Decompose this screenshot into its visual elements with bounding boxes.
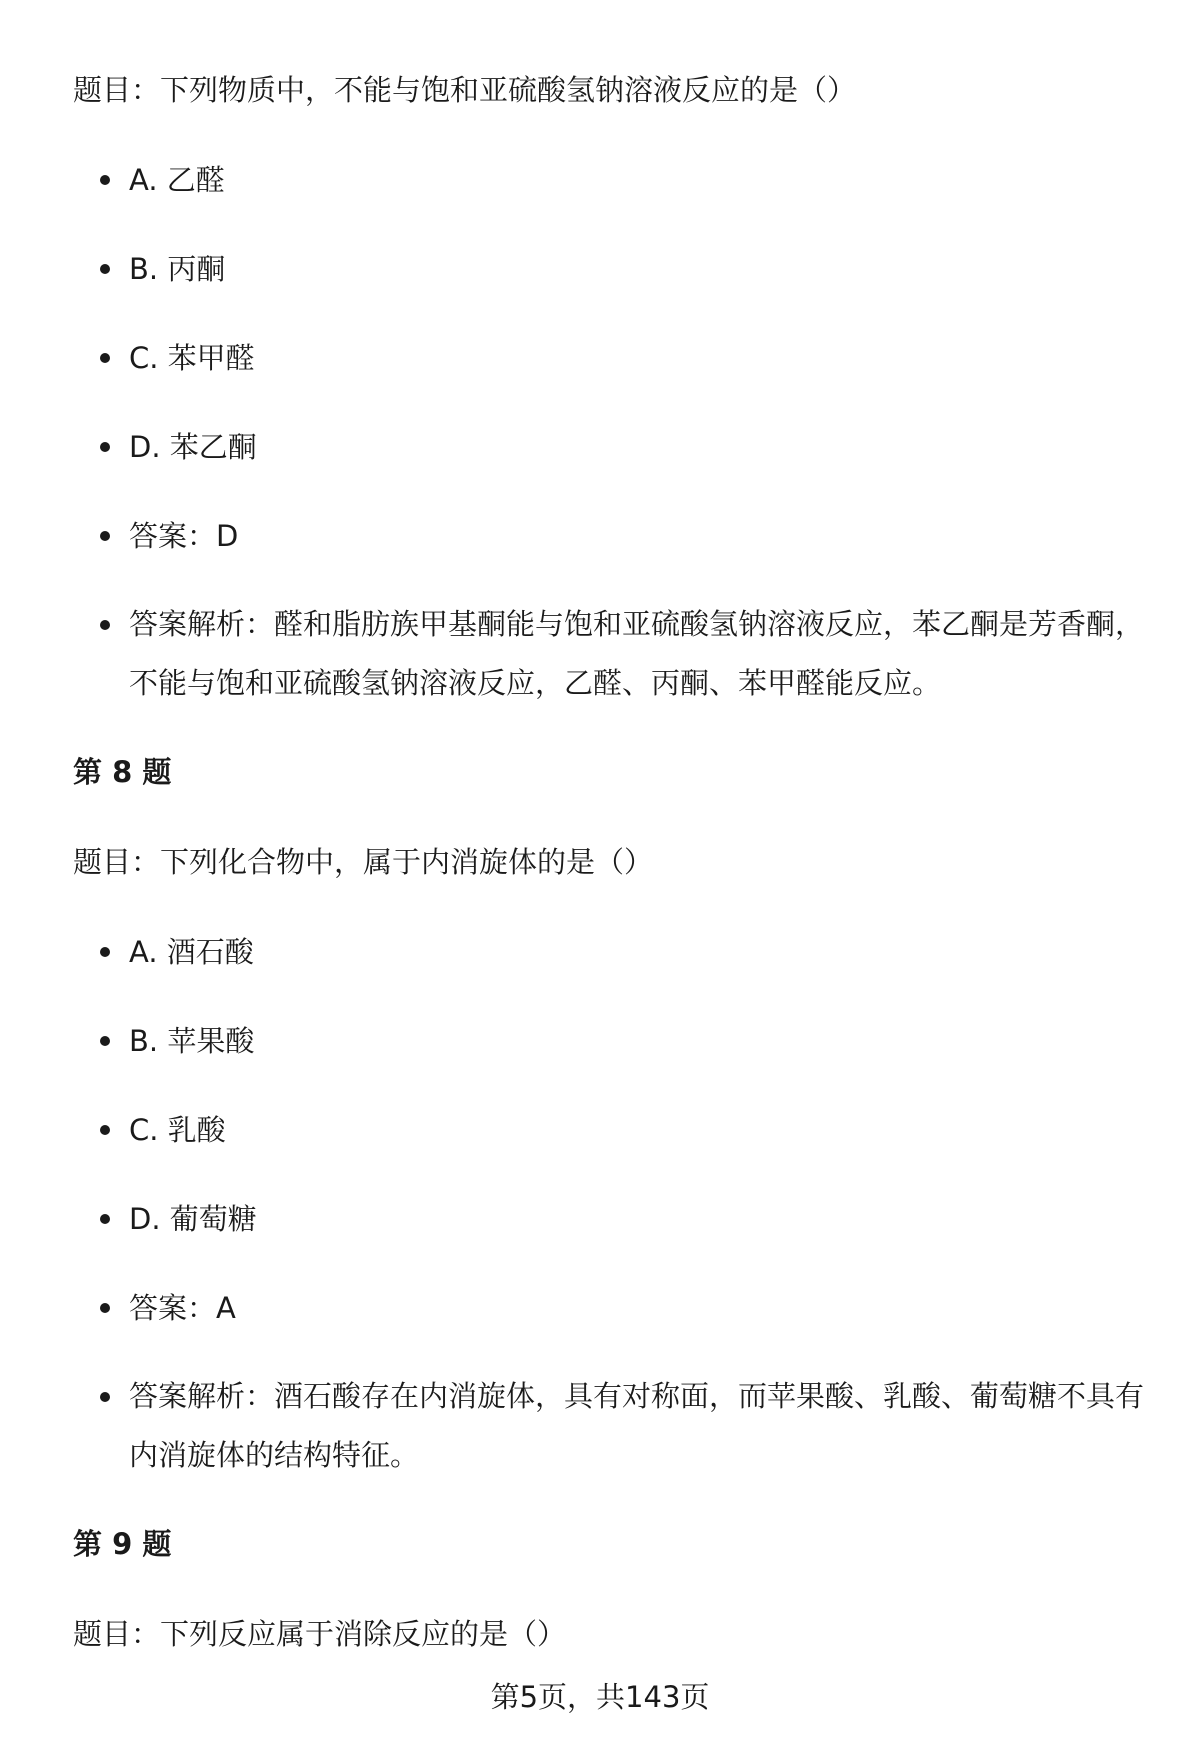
page-footer: 第5页，共143页	[490, 1680, 710, 1714]
question-7-option-c: C. 苯甲醛	[73, 328, 1153, 388]
question-8-stem: 题目：下列化合物中，属于内消旋体的是（）	[73, 845, 654, 879]
question-8-option-a: A. 酒石酸	[73, 922, 1153, 982]
question-7-stem: 题目：下列物质中，不能与饱和亚硫酸氢钠溶液反应的是（）	[73, 73, 857, 107]
question-7-option-d: D. 苯乙酮	[73, 417, 1153, 477]
document-body	[73, 60, 1153, 1694]
question-8-option-c: C. 乳酸	[73, 1100, 1153, 1160]
question-7-option-a: A. 乙醛	[73, 150, 1153, 210]
question-7-option-b: B. 丙酮	[73, 239, 1153, 299]
question-8-answer: 答案：A	[73, 1278, 1153, 1338]
question-9-stem: 题目：下列反应属于消除反应的是（）	[73, 1617, 567, 1651]
question-7-explanation: 答案解析：醛和脂肪族甲基酮能与饱和亚硫酸氢钠溶液反应，苯乙酮是芳香酮，不能与饱和亚硫酸氢钠溶液反应，乙醛、丙酮、苯甲醛能反应。	[73, 595, 1153, 713]
question-8-explanation: 答案解析：酒石酸存在内消旋体，具有对称面，而苹果酸、乳酸、葡萄糖不具有内消旋体的结构特征。	[73, 1367, 1153, 1485]
question-8-heading: 第 8 题	[73, 755, 172, 789]
question-8-option-b: B. 苹果酸	[73, 1011, 1153, 1071]
question-8-options	[73, 922, 1153, 1485]
question-7-answer: 答案：D	[73, 506, 1153, 566]
question-9-heading: 第 9 题	[73, 1527, 172, 1561]
question-8-option-d: D. 葡萄糖	[73, 1189, 1153, 1249]
question-7-options	[73, 150, 1153, 713]
